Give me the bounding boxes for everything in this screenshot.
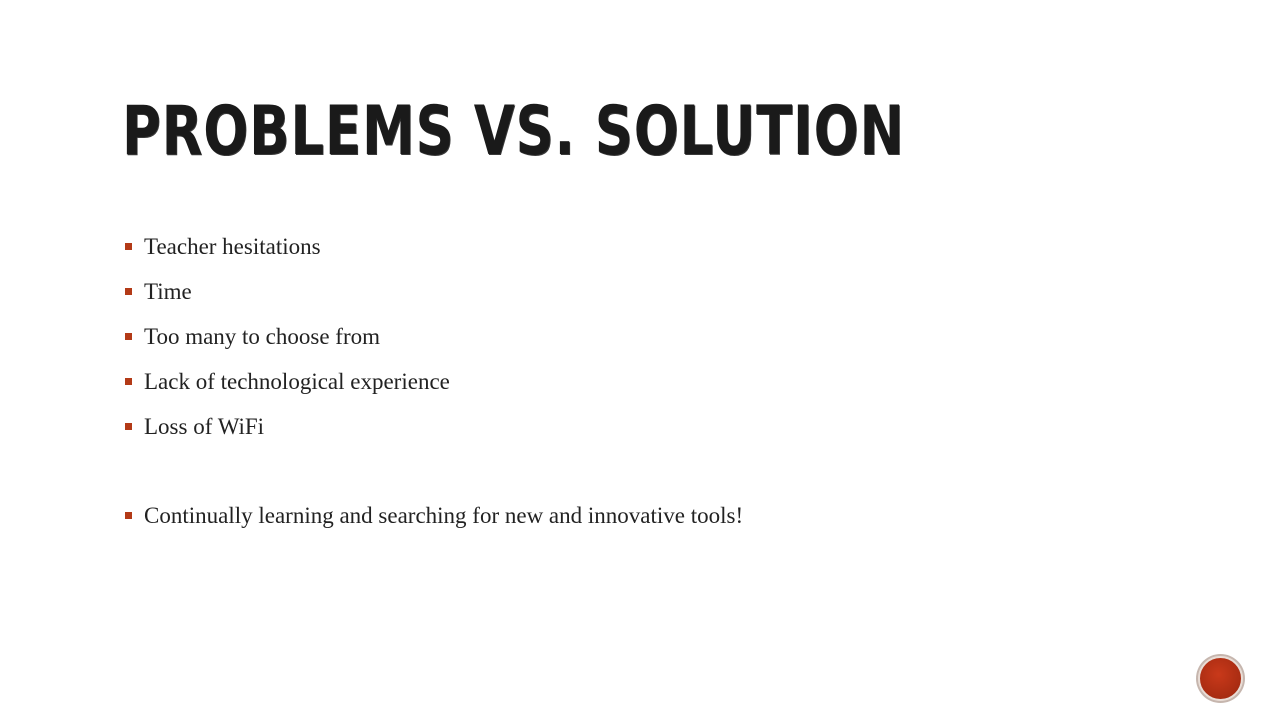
solution-bullet-item [122, 493, 743, 538]
bullet-text: Lack of technological experience [144, 368, 450, 394]
square-bullet-icon [125, 378, 132, 385]
slide-title: PROBLEMS VS. SOLUTION [122, 92, 905, 171]
bullet-item [122, 314, 743, 359]
square-bullet-icon [125, 423, 132, 430]
bullet-item [122, 359, 743, 404]
square-bullet-icon [125, 243, 132, 250]
bullet-text: Too many to choose from [144, 323, 381, 349]
bullet-list [122, 224, 743, 538]
square-bullet-icon [125, 288, 132, 295]
bullet-text: Time [144, 278, 192, 304]
solution-bullet-text: Continually learning and searching for new and innovative tools! [144, 502, 744, 528]
square-bullet-icon [125, 333, 132, 340]
bullet-item [122, 269, 743, 314]
slide-number-circle-inner [1198, 656, 1243, 701]
bullet-item [122, 404, 743, 449]
square-bullet-icon [125, 512, 132, 519]
bullet-text: Teacher hesitations [144, 233, 321, 259]
slide-number-circle-icon[interactable] [1196, 654, 1245, 703]
bullet-text: Loss of WiFi [144, 413, 265, 439]
bullet-item [122, 224, 743, 269]
